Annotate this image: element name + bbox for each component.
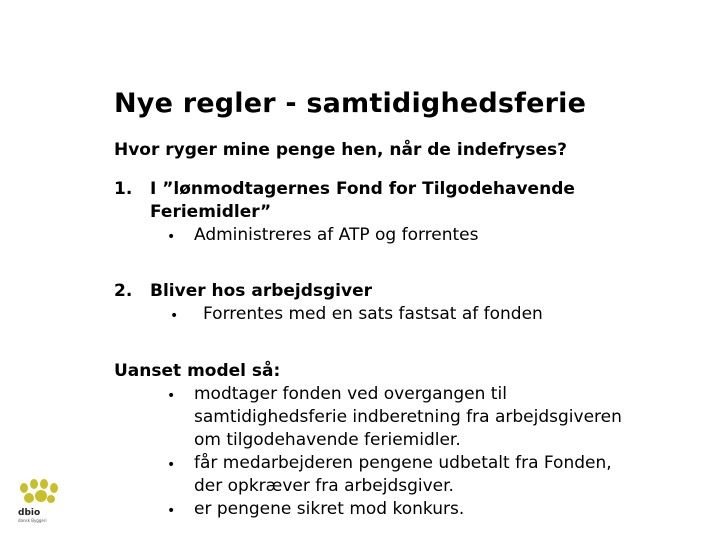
point-2-cont — [114, 475, 454, 498]
point-1-cont — [114, 406, 622, 429]
bullet-icon: • — [167, 457, 176, 473]
point-1-cont — [114, 429, 461, 452]
bullet-icon: • — [167, 503, 176, 519]
regardless-heading: Uanset model så: — [114, 361, 281, 381]
item-text: Bliver hos arbejdsgiver — [150, 281, 373, 301]
point-text: samtidighedsferie indberetning fra arbejdsgiveren — [194, 407, 622, 427]
point-text: er pengene sikret mod konkurs. — [194, 499, 465, 519]
list-item-1 — [114, 178, 575, 247]
logo-wordmark: dbio — [18, 508, 41, 518]
slide-subtitle: Hvor ryger mine penge hen, når de indefryses? — [114, 140, 567, 160]
logo-tagline: dansk Byggeri — [18, 518, 47, 523]
item-text: I ”lønmodtagernes Fond for Tilgodehavende — [150, 179, 575, 199]
slide-title: Nye regler - samtidighedsferie — [114, 88, 587, 119]
sub-bullet-text: Administreres af ATP og forrentes — [194, 225, 479, 245]
list-item-2 — [114, 280, 543, 326]
point-text: modtager fonden ved overgangen til — [194, 384, 507, 404]
sub-bullet — [114, 224, 575, 247]
bullet-icon: • — [167, 229, 176, 245]
point-2 — [114, 452, 612, 475]
bullet-icon: • — [170, 308, 179, 324]
sub-bullet-text: Forrentes med en sats fastsat af fonden — [203, 304, 543, 324]
item-number: 2. — [114, 281, 133, 301]
item-text-cont: Feriemidler” — [150, 202, 272, 222]
point-1 — [114, 383, 507, 406]
item-number: 1. — [114, 179, 133, 199]
point-3 — [114, 498, 465, 521]
regardless-section — [114, 360, 622, 521]
sub-bullet — [114, 303, 543, 326]
point-text: der opkræver fra arbejdsgiver. — [194, 476, 454, 496]
point-text: får medarbejderen pengene udbetalt fra Fonden, — [194, 453, 612, 473]
bullet-icon: • — [167, 388, 176, 404]
point-text: om tilgodehavende feriemidler. — [194, 430, 461, 450]
